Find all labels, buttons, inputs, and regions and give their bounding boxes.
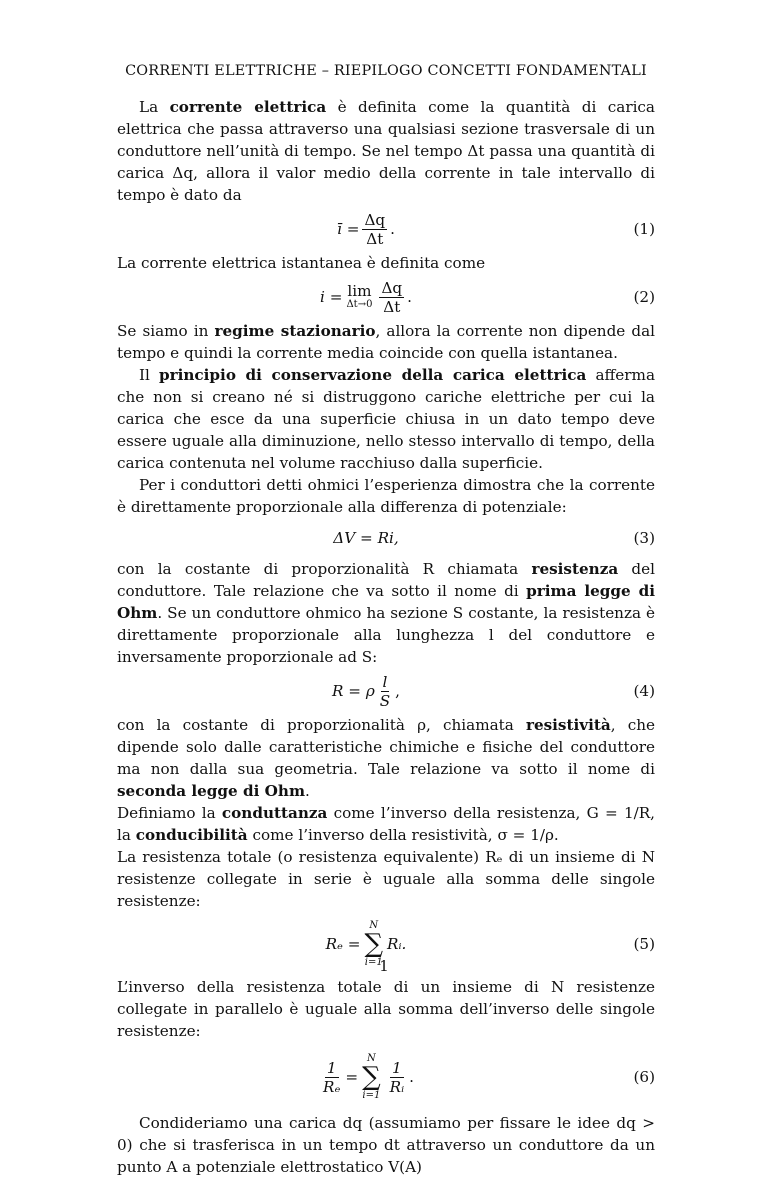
text: . (305, 782, 310, 800)
eq6-right-fraction (388, 1059, 407, 1096)
text: è definita come la quantità di carica elettrica che passa attraverso una qualsiasi sezione trasversale di un conduttore nell’unità di tempo. Se nel tempo Δt passa una quantità di carica Δq, allora il valor medio della corrente in tale intervallo di tempo è dato da (117, 98, 655, 204)
paragraph-charge-conservation (117, 364, 655, 474)
eq2-lhs: i = (320, 288, 343, 306)
eq6-equals: = (345, 1068, 359, 1086)
paragraph-series: La resistenza totale (o resistenza equivalente) Rₑ di un insieme di N resistenze collegate in serie è uguale alla somma delle singole resistenze: (117, 848, 655, 910)
term-resistenza: resistenza (531, 560, 619, 578)
eq6-right-numerator: 1 (392, 1058, 402, 1077)
term-conservazione-carica: principio di conservazione della carica elettrica (158, 366, 587, 384)
eq3-expression: ΔV = Ri, (333, 529, 399, 547)
term-conduttanza: conduttanza (221, 804, 328, 822)
eq2-limit (346, 283, 372, 311)
term-prima-legge-ohm: prima legge di Ohm (117, 582, 655, 622)
text: con la costante di proporzionalità R chiamata (117, 560, 532, 578)
equation-number: (1) (633, 220, 655, 238)
page-number: 1 (379, 957, 389, 975)
paragraph-conductance (117, 802, 655, 846)
eq6-tail: . (409, 1068, 414, 1086)
paragraph-charge-transfer: Condideriamo una carica dq (assumiamo per fissare le idee dq > 0) che si trasferisca in un tempo dt attraverso un conduttore da un punto A a potenziale elettrostatico V(A) (117, 1114, 655, 1176)
eq6-sum-lower: i=1 (362, 1090, 381, 1101)
eq1-numerator: Δq (364, 210, 386, 229)
eq6-summation (362, 1053, 381, 1101)
equation-4 (117, 668, 655, 714)
equation-number: (4) (633, 682, 655, 700)
eq4-tail: , (395, 682, 400, 700)
equation-2 (117, 274, 655, 320)
text: come l’inverso della resistività, σ = 1/ρ. (247, 826, 559, 844)
eq6-right-denominator: Rᵢ (389, 1077, 405, 1096)
eq5-term: Rᵢ. (387, 935, 407, 953)
document-page (117, 60, 655, 1178)
paragraph-ohmic: Per i conduttori detti ohmici l’esperienza dimostra che la corrente è direttamente proporzionale alla differenza di potenziale: (117, 476, 655, 516)
eq4-numerator: l (382, 672, 388, 691)
term-seconda-legge-ohm: seconda legge di Ohm (117, 782, 306, 800)
term-regime-stazionario: regime stazionario (214, 322, 376, 340)
term-resistivita: resistività (525, 716, 611, 734)
text: con la costante di proporzionalità ρ, chiamata (117, 716, 526, 734)
equation-1 (117, 206, 655, 252)
text: , allora la corrente non dipende dal tempo e quindi la corrente media coincide con quella istantanea. (117, 322, 655, 362)
text: La (139, 98, 170, 116)
eq1-fraction (362, 211, 387, 248)
equation-number: (6) (633, 1068, 655, 1086)
text: afferma che non si creano né si distruggono cariche elettriche per cui la carica che esce da una superficie chiusa in un dato tempo deve essere uguale alla diminuzione, nello stesso intervallo di tempo, della carica contenuta nel volume racchiuso dalla superficie. (117, 366, 656, 472)
document-title: CORRENTI ELETTRICHE – RIEPILOGO CONCETTI FONDAMENTALI (125, 63, 647, 79)
eq2-lim-sub: Δt→0 (346, 299, 373, 310)
text: , che dipende solo dalle caratteristiche chimiche e fisiche del conduttore ma non dalla sua geometria. Tale relazione va sotto il nome di (117, 716, 655, 778)
equation-6 (117, 1042, 655, 1112)
paragraph-parallel: L’inverso della resistenza totale di un insieme di N resistenze collegate in parallelo è uguale alla somma dell’inverso delle singole resistenze: (117, 978, 655, 1040)
eq5-lhs: Rₑ = (325, 935, 361, 953)
equation-number: (3) (633, 529, 655, 547)
sigma-symbol: ∑ (364, 929, 384, 959)
eq2-numerator: Δq (381, 278, 403, 297)
paragraph-stationary (117, 320, 655, 364)
eq4-fraction (378, 673, 392, 710)
text: Definiamo la (117, 804, 222, 822)
text: Se siamo in (117, 322, 215, 340)
eq6-sum-upper: N (366, 1053, 376, 1064)
eq1-lhs: ī = (337, 220, 360, 238)
eq4-lhs: R = ρ (332, 682, 375, 700)
paragraph-second-ohm-law (117, 714, 655, 802)
text: come l’inverso della resistenza, G = 1/R, la (117, 804, 655, 844)
term-conducibilita: conducibilità (135, 826, 248, 844)
equation-3 (117, 518, 655, 558)
eq2-denominator: Δt (383, 297, 401, 316)
text: del conduttore. Tale relazione che va sotto il nome di (117, 560, 655, 600)
eq2-lim-word: lim (347, 282, 372, 300)
text: . Se un conduttore ohmico ha sezione S costante, la resistenza è direttamente proporzionale alla lunghezza l del conduttore e inversamente proporzionale ad S: (117, 604, 655, 666)
paragraph-first-ohm-law (117, 558, 655, 668)
eq5-sum-upper: N (369, 920, 379, 931)
eq6-left-fraction (321, 1059, 342, 1096)
eq1-denominator: Δt (366, 229, 384, 248)
text: Il (139, 366, 159, 384)
paragraph-current-definition (117, 96, 655, 206)
eq5-sum-lower: i=1 (364, 957, 383, 968)
eq4-denominator: S (379, 691, 391, 710)
sigma-symbol: ∑ (362, 1062, 381, 1092)
paragraph-instant-current: La corrente elettrica istantanea è definita come (117, 254, 486, 272)
eq1-tail: . (390, 220, 395, 238)
equation-number: (5) (633, 935, 655, 953)
eq2-tail: . (407, 288, 412, 306)
equation-number: (2) (633, 288, 655, 306)
eq2-fraction (379, 279, 404, 316)
eq6-left-numerator: 1 (326, 1058, 337, 1077)
term-corrente-elettrica: corrente elettrica (169, 98, 327, 116)
eq6-left-denominator: Rₑ (323, 1077, 341, 1096)
